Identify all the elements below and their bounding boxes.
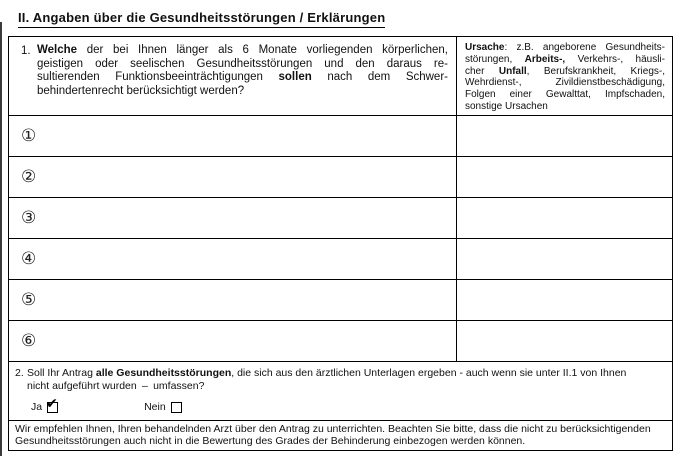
cause-row-1-field[interactable]	[457, 116, 672, 156]
cause-row-4-field[interactable]	[457, 239, 672, 279]
disorder-row-1-field[interactable]	[9, 116, 457, 156]
table-row	[9, 198, 672, 239]
cause-row-5-field[interactable]	[457, 280, 672, 320]
cause-row-3-field[interactable]	[457, 198, 672, 238]
disorder-row-4-field[interactable]	[9, 239, 457, 279]
table-row	[9, 157, 672, 198]
ja-checkbox[interactable]	[46, 395, 58, 413]
question-1-row	[9, 37, 672, 116]
disorder-row-3-field[interactable]	[9, 198, 457, 238]
disorder-row-2-field[interactable]	[9, 157, 457, 197]
question-1-cell	[9, 37, 457, 115]
question-2-answers	[31, 395, 664, 414]
ursache-info-cell: Ursache: z.B. angeborene Gesundheits- störungen, Arbeits-, Verkehrs-, häusli- cher Unfall, Berufskrankheit, Kriegs-, Wehrdienst-, Zivildienstbeschädigung, Folgen einer Gewalttat, Impfschaden, sonstige Ursachen	[465, 42, 666, 112]
nein-label: Nein	[144, 401, 166, 414]
question-2-text: Soll Ihr Antrag alle Gesundheitsstörungen, die sich aus den ärztlichen Unterlagen ergeben - auch wenn sie unter II.1 von Ihnen nicht aufgeführt wurden – umfassen?	[27, 367, 627, 392]
cause-row-6-field[interactable]	[457, 321, 672, 361]
row-number-1: ①	[21, 125, 37, 146]
table-row	[9, 116, 672, 157]
question-1-number: 1.	[21, 45, 31, 57]
row-number-6: ⑥	[21, 330, 37, 351]
table-row	[9, 321, 672, 362]
scan-edge-artifact	[0, 22, 2, 456]
question-2-number: 2.	[15, 367, 24, 379]
nein-checkbox[interactable]	[171, 402, 182, 413]
row-number-3: ③	[21, 207, 37, 228]
table-row	[9, 239, 672, 280]
question-1-text: Welche der bei Ihnen länger als 6 Monate vorliegenden körperlichen, geistigen oder seelischen Gesundheitsstörungen und den daraus re- sultierenden Funktionsbeeinträchtigungen sollen nach dem Schwer- behindertenrecht berücksichtigt werden?	[37, 44, 448, 97]
row-number-4: ④	[21, 248, 37, 269]
cause-row-2-field[interactable]	[457, 157, 672, 197]
footer-note: Wir empfehlen Ihnen, Ihren behandelnden Arzt über den Antrag zu unterrichten. Beachten Sie bitte, dass die nicht zu berücksichtigenden Gesundheitsstörungen auch nicht in die Bewertung des Grades der Behinderung einbezogen werden können.	[15, 423, 651, 447]
disorder-row-5-field[interactable]	[9, 280, 457, 320]
table-row	[9, 280, 672, 321]
form-table	[8, 36, 673, 451]
question-2-section	[9, 362, 672, 421]
ja-label: Ja	[31, 401, 43, 414]
row-number-2: ②	[21, 166, 37, 187]
section-title: II. Angaben über die Gesundheitsstörungen / Erklärungen	[18, 10, 385, 28]
check-mark-icon: ✔	[46, 395, 58, 412]
disorder-row-6-field[interactable]	[9, 321, 457, 361]
row-number-5: ⑤	[21, 289, 37, 310]
